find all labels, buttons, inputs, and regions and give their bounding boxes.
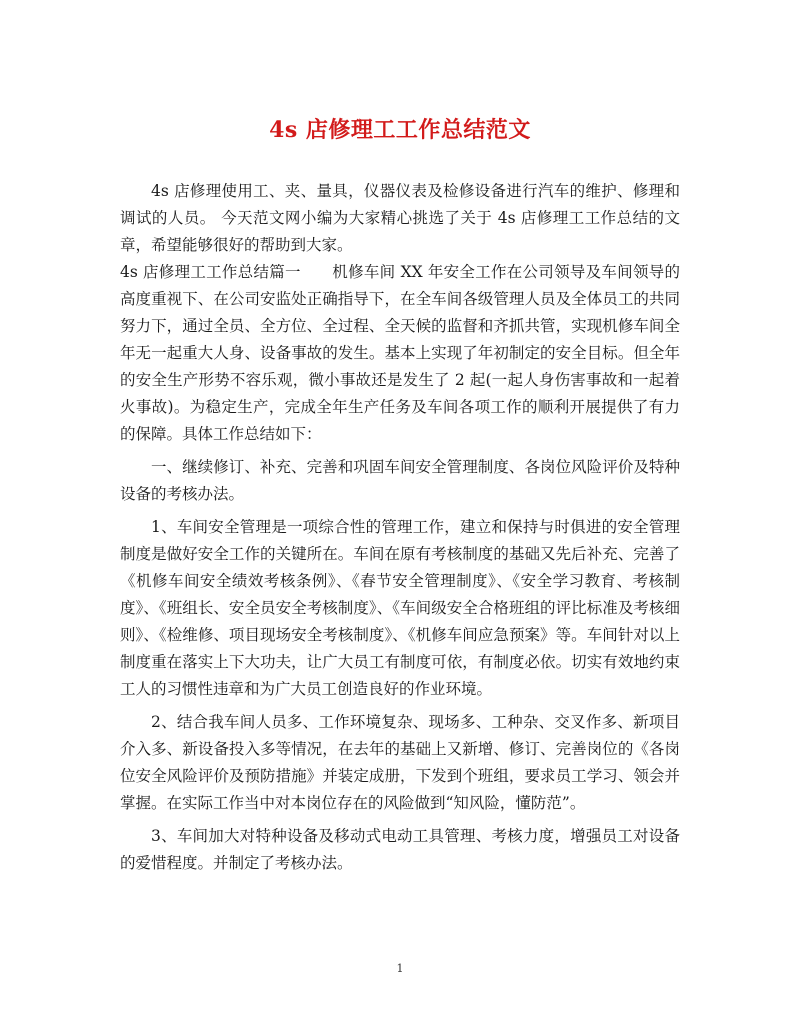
intro-paragraph: 4s 店修理使用工、夹、量具，仪器仪表及检修设备进行汽车的维护、修理和调试的人员。 今天范文网小编为大家精心挑选了关于 4s 店修理工工作总结的文章，希望能够很好的帮助到大家。 (120, 182, 680, 254)
point-two-paragraph: 2、结合我车间人员多、工作环境复杂、现场多、工种杂、交叉作多、新项目介入多、新设备投入多等情况，在去年的基础上又新增、修订、完善岗位的《各岗位安全风险评价及预防措施》并装定成册，下发到个班组，要求员工学习、领会并掌握。在实际工作当中对本岗位存在的风险做到“知风险，懂防范”。 (120, 713, 680, 812)
point-one-paragraph: 1、车间安全管理是一项综合性的管理工作，建立和保持与时俱进的安全管理制度是做好安全工作的关键所在。车间在原有考核制度的基础又先后补充、完善了《机修车间安全绩效考核条例》、《春节安全管理制度》、《安全学习教育、考核制度》、《班组长、安全员安全考核制度》、《车间级安全合格班组的评比标准及考核细则》、《检维修、项目现场安全考核制度》、《机修车间应急预案》等。车间针对以上制度重在落实上下大功夫，让广大员工有制度可依，有制度必依。切实有效地约束工人的习惯性违章和为广大员工创造良好的作业环境。 (120, 518, 680, 698)
heading-paragraph: 一、继续修订、补充、完善和巩固车间安全管理制度、各岗位风险评价及特种设备的考核办法。 (120, 458, 680, 503)
page-number: 1 (396, 962, 404, 975)
section-one-paragraph: 4s 店修理工工作总结篇一 机修车间 XX 年安全工作在公司领导及车间领导的高度重视下、在公司安监处正确指导下，在全车间各级管理人员及全体员工的共同努力下，通过全员、全方位、全过程、全天候的监督和齐抓共管，实现机修车间全年无一起重大人身、设备事故的发生。基本上实现了年初制定的安全目标。但全年的安全生产形势不容乐观，微小事故还是发生了 2 起(一起人身伤害事故和一起着火事故)。为稳定生产，完成全年生产任务及车间各项工作的顺利开展提供了有力的保障。具体工作总结如下： (120, 263, 680, 443)
document-body (120, 178, 680, 877)
point-three-paragraph: 3、车间加大对特种设备及移动式电动工具管理、考核力度，增强员工对设备的爱惜程度。并制定了考核办法。 (120, 827, 680, 872)
document-title: 4s 店修理工工作总结范文 (269, 117, 531, 143)
